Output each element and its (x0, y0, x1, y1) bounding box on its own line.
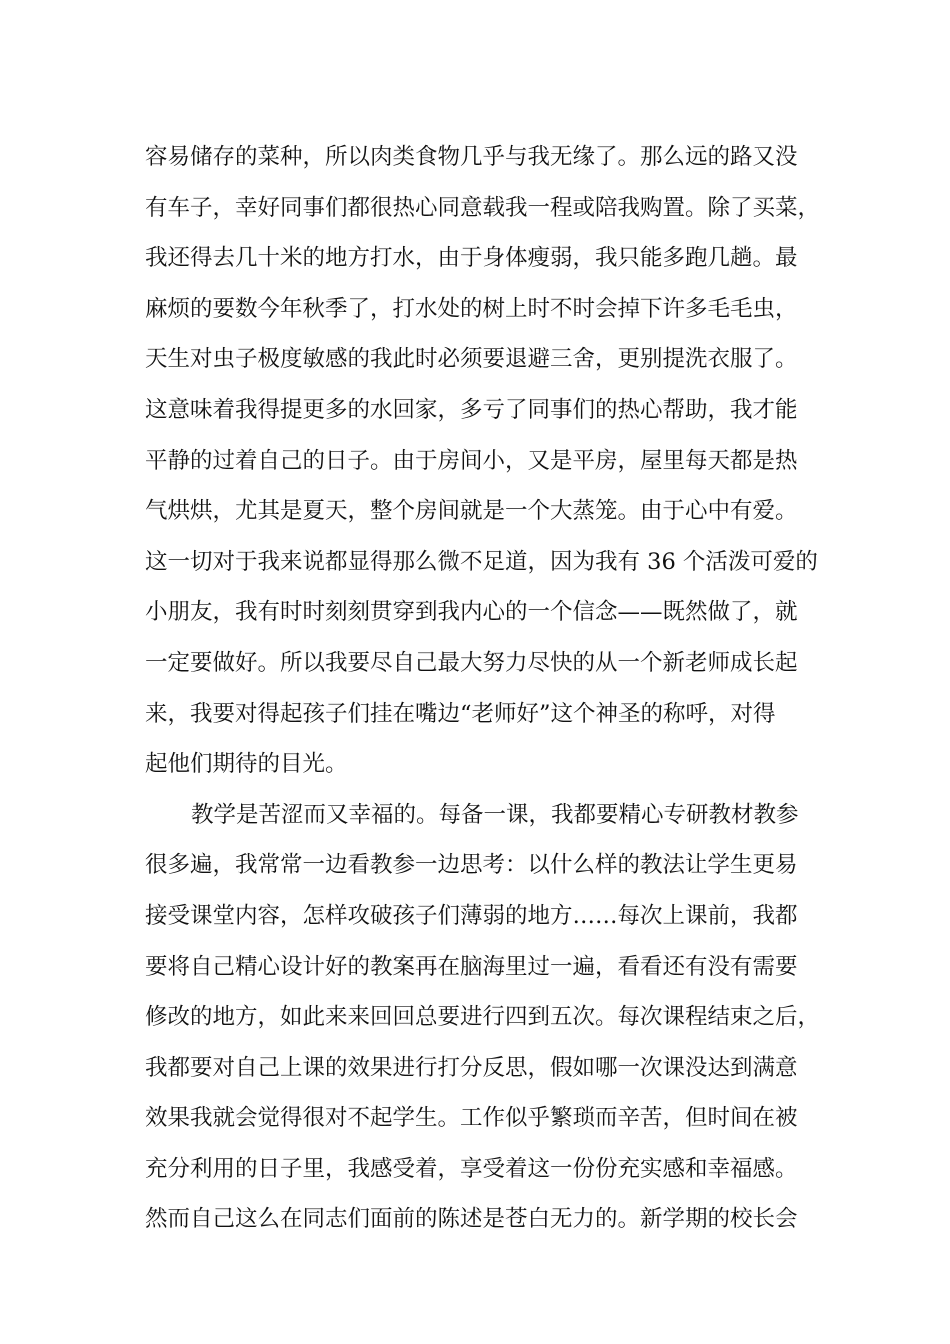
text-line: 来，我要对得起孩子们挂在嘴边“老师好”这个神圣的称呼，对得 (145, 700, 776, 727)
text-line: 效果我就会觉得很对不起学生。工作似乎繁琐而辛苦，但时间在被 (145, 1105, 798, 1132)
text-line: 接受课堂内容，怎样攻破孩子们薄弱的地方……每次上课前，我都 (145, 902, 798, 929)
text-line: 气烘烘，尤其是夏天，整个房间就是一个大蒸笼。由于心中有爱。 (145, 498, 798, 525)
text-line: 起他们期待的目光。 (145, 751, 348, 778)
text-line: 一定要做好。所以我要尽自己最大努力尽快的从一个新老师成长起 (145, 649, 798, 676)
text-line: 有车子，幸好同事们都很热心同意载我一程或陪我购置。除了买菜， (145, 194, 821, 221)
text-line: 很多遍，我常常一边看教参一边思考：以什么样的教法让学生更易 (145, 852, 798, 879)
text-line: 要将自己精心设计好的教案再在脑海里过一遍，看看还有没有需要 (145, 953, 798, 980)
text-line: 修改的地方，如此来来回回总要进行四到五次。每次课程结束之后， (145, 1004, 821, 1031)
text-line: 麻烦的要数今年秋季了，打水处的树上时不时会掉下许多毛毛虫， (145, 295, 798, 322)
text-line: 这一切对于我来说都显得那么微不足道，因为我有 36 个活泼可爱的 (145, 548, 818, 575)
body-text (145, 132, 845, 1245)
text-line: 天生对虫子极度敏感的我此时必须要退避三舍，更别提洗衣服了。 (145, 346, 798, 373)
text-line: 平静的过着自己的日子。由于房间小，又是平房，屋里每天都是热 (145, 447, 798, 474)
text-line: 充分利用的日子里，我感受着，享受着这一份份充实感和幸福感。 (145, 1155, 798, 1182)
text-line: 这意味着我得提更多的水回家，多亏了同事们的热心帮助，我才能 (145, 396, 798, 423)
paragraph-first-line: 教学是苦涩而又幸福的。每备一课，我都要精心专研教材教参 (191, 801, 799, 828)
text-line: 我都要对自己上课的效果进行打分反思，假如哪一次课没达到满意 (145, 1054, 798, 1081)
text-line: 然而自己这么在同志们面前的陈述是苍白无力的。新学期的校长会 (145, 1206, 798, 1233)
text-line: 我还得去几十米的地方打水，由于身体瘦弱，我只能多跑几趟。最 (145, 245, 798, 272)
text-line: 小朋友，我有时时刻刻贯穿到我内心的一个信念——既然做了，就 (145, 599, 798, 626)
text-line: 容易储存的菜种，所以肉类食物几乎与我无缘了。那么远的路又没 (145, 144, 798, 170)
